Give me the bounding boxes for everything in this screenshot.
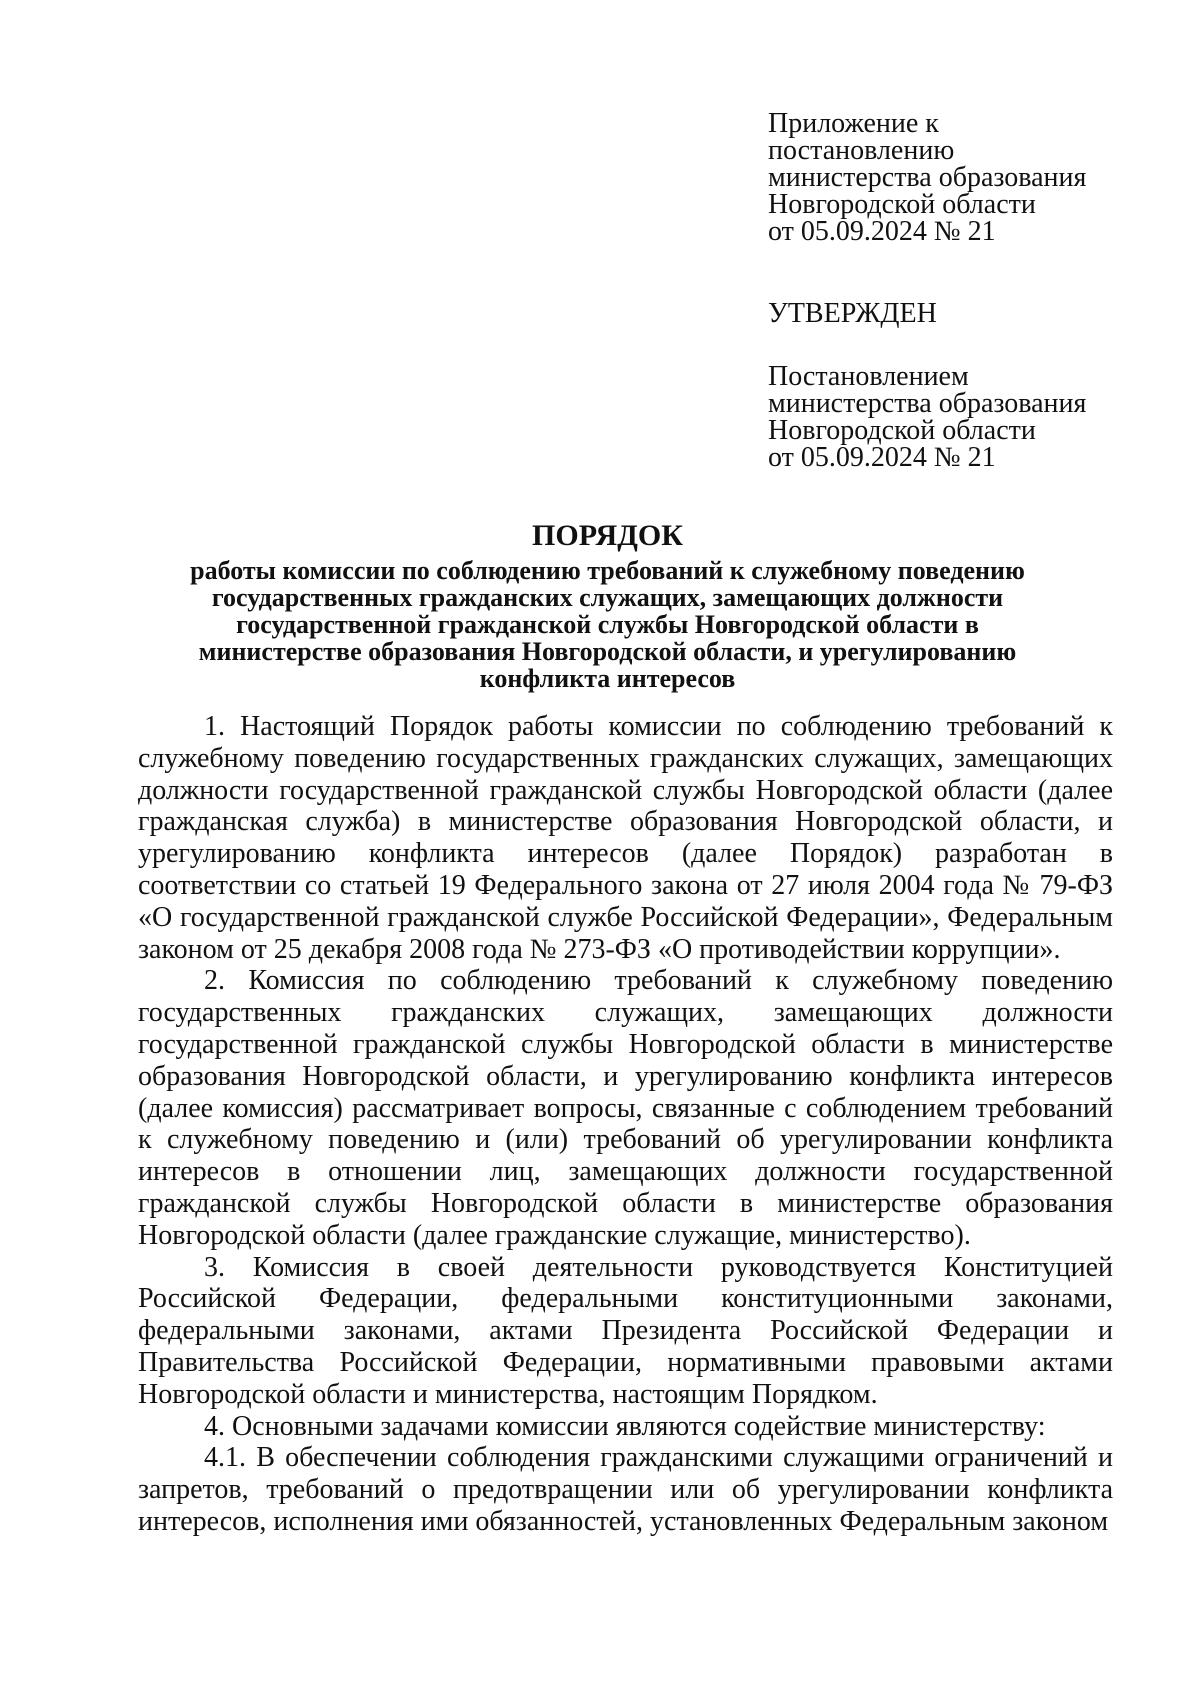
body-paragraph: 1. Настоящий Порядок работы комиссии по соблюдению требований к служебному поведению государственных гражданских служащих, замещающих должности государственной гражданской службы Новгородской области (далее гражданская служба) в министерстве образования Новгородской области, и урегулированию конфликта интересов (далее Порядок) разработан в соответствии со статьей 19 Федерального закона от 27 июля 2004 года № 79-ФЗ «О государственной гражданской службе Российской Федерации», Федеральным законом от 25 декабря 2008 года № 273-ФЗ «О противодействии коррупции». bbox=[138, 711, 1113, 965]
approved-label: УТВЕРЖДЕН bbox=[768, 298, 937, 329]
body-paragraph: 2. Комиссия по соблюдению требований к служебному поведению государственных гражданских служащих, замещающих должности государственной гражданской службы Новгородской области в министерстве образования Новгородской области, и урегулированию конфликта интересов (далее комиссия) рассматривает вопросы, связанные с соблюдением требований к служебному поведению и (или) требований об урегулировании конфликта интересов в отношении лиц, замещающих должности государственной гражданской службы Новгородской области в министерстве образования Новгородской области (далее гражданские служащие, министерство). bbox=[138, 965, 1113, 1251]
document-subtitle-line: работы комиссии по соблюдению требований к служебному поведению bbox=[190, 556, 1025, 585]
body-paragraph: 4. Основными задачами комиссии являются содействие министерству: bbox=[204, 1410, 1046, 1442]
appendix-line: Приложение к bbox=[768, 108, 939, 139]
document-title-block bbox=[120, 519, 1095, 692]
approval-line: Постановлением bbox=[768, 361, 969, 392]
body-paragraph: 3. Комиссия в своей деятельности руководствуется Конституцией Российской Федерации, федеральными конституционными законами, федеральными законами, актами Президента Российской Федерации и Правительства Российской Федерации, нормативными правовыми актами Новгородской области и министерства, настоящим Порядком. bbox=[138, 1251, 1113, 1410]
body-paragraph: 4.1. В обеспечении соблюдения гражданскими служащими ограничений и запретов, требований о предотвращении или об урегулировании конфликта интересов, исполнения ими обязанностей, установленных Федеральным законом bbox=[138, 1442, 1113, 1537]
appendix-line: министерства образования bbox=[768, 162, 1087, 193]
document-subtitle-line: конфликта интересов bbox=[479, 664, 736, 693]
approval-line: Новгородской области bbox=[768, 415, 1036, 446]
appendix-line: от 05.09.2024 № 21 bbox=[768, 216, 996, 247]
document-subtitle-line: министерстве образования Новгородской области, и урегулированию bbox=[198, 637, 1017, 666]
document-title: ПОРЯДОК bbox=[532, 519, 683, 552]
document-body bbox=[138, 711, 1113, 1538]
appendix-line: постановлению bbox=[768, 135, 955, 166]
document-subtitle-line: государственных гражданских служащих, замещающих должности bbox=[211, 583, 1004, 612]
approved-stamp-block bbox=[768, 300, 1168, 327]
appendix-line: Новгородской области bbox=[768, 189, 1036, 220]
appendix-reference-block bbox=[768, 110, 1168, 245]
approval-reference-block bbox=[768, 363, 1168, 471]
approval-line: от 05.09.2024 № 21 bbox=[768, 442, 996, 473]
approval-line: министерства образования bbox=[768, 388, 1087, 419]
document-subtitle-line: государственной гражданской службы Новгородской области в bbox=[236, 610, 979, 639]
